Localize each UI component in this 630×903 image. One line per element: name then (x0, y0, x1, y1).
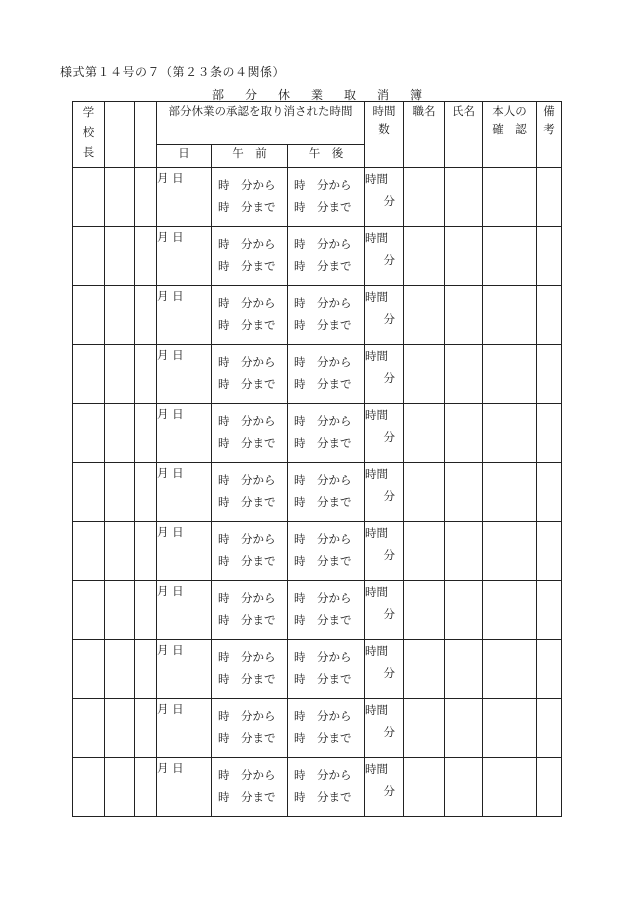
afternoon-cell[interactable]: 時 分から 時 分まで (288, 758, 365, 817)
remarks-cell[interactable] (537, 699, 562, 758)
self-confirm-cell[interactable] (483, 758, 537, 817)
afternoon-cell[interactable]: 時 分から 時 分まで (288, 699, 365, 758)
blank-cell-1[interactable] (105, 463, 135, 522)
position-cell[interactable] (404, 404, 445, 463)
hours-cell[interactable]: 時間 分 (365, 227, 404, 286)
afternoon-cell[interactable]: 時 分から 時 分まで (288, 640, 365, 699)
position-header: 職名 (404, 102, 445, 168)
self-confirm-cell[interactable] (483, 227, 537, 286)
principal-cell[interactable] (73, 758, 105, 817)
position-cell[interactable] (404, 699, 445, 758)
remarks-cell[interactable] (537, 581, 562, 640)
afternoon-cell[interactable]: 時 分から 時 分まで (288, 286, 365, 345)
date-cell[interactable]: 月 日 (157, 522, 212, 581)
position-cell[interactable] (404, 227, 445, 286)
table-row (73, 168, 562, 227)
blank-header-2 (135, 102, 157, 168)
blank-header-1 (105, 102, 135, 168)
blank-cell-1[interactable] (105, 581, 135, 640)
hours-cell[interactable]: 時間 分 (365, 640, 404, 699)
form-title: 部 分 休 業 取 消 簿 (212, 88, 422, 102)
name-cell[interactable] (445, 404, 483, 463)
morning-cell[interactable]: 時 分から 時 分まで (212, 758, 288, 817)
blank-cell-1[interactable] (105, 404, 135, 463)
principal-cell[interactable] (73, 404, 105, 463)
principal-cell[interactable] (73, 463, 105, 522)
cancellation-time-header: 部分休業の承認を取り消された時間 (157, 102, 365, 145)
morning-subheader: 午 前 (212, 145, 288, 168)
self-confirm-cell[interactable] (483, 581, 537, 640)
blank-cell-1[interactable] (105, 227, 135, 286)
date-cell[interactable]: 月 日 (157, 286, 212, 345)
self-confirm-cell[interactable] (483, 168, 537, 227)
morning-cell[interactable]: 時 分から 時 分まで (212, 581, 288, 640)
self-confirm-cell[interactable] (483, 345, 537, 404)
date-cell[interactable]: 月 日 (157, 168, 212, 227)
name-cell[interactable] (445, 286, 483, 345)
remarks-cell[interactable] (537, 463, 562, 522)
table-row (73, 227, 562, 286)
principal-header: 学 校 長 (73, 102, 105, 168)
remarks-cell[interactable] (537, 522, 562, 581)
table-row (73, 463, 562, 522)
name-cell[interactable] (445, 345, 483, 404)
date-cell[interactable]: 月 日 (157, 640, 212, 699)
blank-cell-2[interactable] (135, 640, 157, 699)
name-cell[interactable] (445, 699, 483, 758)
table-row (73, 699, 562, 758)
position-cell[interactable] (404, 463, 445, 522)
morning-cell[interactable]: 時 分から 時 分まで (212, 345, 288, 404)
hours-cell[interactable]: 時間 分 (365, 168, 404, 227)
position-cell[interactable] (404, 640, 445, 699)
hours-cell[interactable]: 時間 分 (365, 404, 404, 463)
table-row (73, 345, 562, 404)
morning-cell[interactable]: 時 分から 時 分まで (212, 168, 288, 227)
name-cell[interactable] (445, 227, 483, 286)
morning-cell[interactable]: 時 分から 時 分まで (212, 522, 288, 581)
self-confirm-cell[interactable] (483, 463, 537, 522)
name-cell[interactable] (445, 581, 483, 640)
position-cell[interactable] (404, 345, 445, 404)
remarks-cell[interactable] (537, 168, 562, 227)
name-cell[interactable] (445, 463, 483, 522)
date-cell[interactable]: 月 日 (157, 699, 212, 758)
position-cell[interactable] (404, 581, 445, 640)
blank-cell-2[interactable] (135, 286, 157, 345)
principal-cell[interactable] (73, 699, 105, 758)
name-cell[interactable] (445, 522, 483, 581)
afternoon-cell[interactable]: 時 分から 時 分まで (288, 168, 365, 227)
blank-cell-2[interactable] (135, 463, 157, 522)
remarks-cell[interactable] (537, 345, 562, 404)
blank-cell-2[interactable] (135, 758, 157, 817)
date-cell[interactable]: 月 日 (157, 227, 212, 286)
date-cell[interactable]: 月 日 (157, 463, 212, 522)
afternoon-subheader: 午 後 (288, 145, 365, 168)
blank-cell-2[interactable] (135, 345, 157, 404)
afternoon-cell[interactable]: 時 分から 時 分まで (288, 581, 365, 640)
morning-cell[interactable]: 時 分から 時 分まで (212, 286, 288, 345)
blank-cell-2[interactable] (135, 699, 157, 758)
blank-cell-1[interactable] (105, 640, 135, 699)
blank-cell-1[interactable] (105, 286, 135, 345)
table-row (73, 404, 562, 463)
form-reference: 様式第１４号の７（第２３条の４関係） (60, 65, 286, 79)
remarks-header: 備 考 (537, 102, 562, 168)
table-row (73, 286, 562, 345)
self-confirm-cell[interactable] (483, 404, 537, 463)
table-row (73, 758, 562, 817)
position-cell[interactable] (404, 168, 445, 227)
header-row (73, 102, 562, 145)
name-cell[interactable] (445, 758, 483, 817)
remarks-cell[interactable] (537, 286, 562, 345)
principal-cell[interactable] (73, 286, 105, 345)
table-row (73, 522, 562, 581)
position-cell[interactable] (404, 758, 445, 817)
blank-cell-2[interactable] (135, 404, 157, 463)
self-confirm-cell[interactable] (483, 640, 537, 699)
day-subheader: 日 (157, 145, 212, 168)
morning-cell[interactable]: 時 分から 時 分まで (212, 463, 288, 522)
name-cell[interactable] (445, 640, 483, 699)
principal-cell[interactable] (73, 345, 105, 404)
principal-cell[interactable] (73, 640, 105, 699)
principal-cell[interactable] (73, 581, 105, 640)
self-confirm-cell[interactable] (483, 286, 537, 345)
hours-cell[interactable]: 時間 分 (365, 463, 404, 522)
remarks-cell[interactable] (537, 404, 562, 463)
principal-cell[interactable] (73, 522, 105, 581)
blank-cell-1[interactable] (105, 168, 135, 227)
table-row (73, 581, 562, 640)
blank-cell-1[interactable] (105, 758, 135, 817)
morning-cell[interactable]: 時 分から 時 分まで (212, 699, 288, 758)
date-cell[interactable]: 月 日 (157, 404, 212, 463)
name-cell[interactable] (445, 168, 483, 227)
hours-cell[interactable]: 時間 分 (365, 758, 404, 817)
hours-cell[interactable]: 時間 分 (365, 286, 404, 345)
blank-cell-1[interactable] (105, 345, 135, 404)
afternoon-cell[interactable]: 時 分から 時 分まで (288, 345, 365, 404)
blank-cell-2[interactable] (135, 581, 157, 640)
blank-cell-2[interactable] (135, 227, 157, 286)
date-cell[interactable]: 月 日 (157, 758, 212, 817)
principal-cell[interactable] (73, 227, 105, 286)
self-confirm-header: 本人の 確 認 (483, 102, 537, 168)
morning-cell[interactable]: 時 分から 時 分まで (212, 404, 288, 463)
remarks-cell[interactable] (537, 227, 562, 286)
blank-cell-1[interactable] (105, 699, 135, 758)
morning-cell[interactable]: 時 分から 時 分まで (212, 227, 288, 286)
hours-cell[interactable]: 時間 分 (365, 522, 404, 581)
hours-cell[interactable]: 時間 分 (365, 345, 404, 404)
date-cell[interactable]: 月 日 (157, 581, 212, 640)
afternoon-cell[interactable]: 時 分から 時 分まで (288, 522, 365, 581)
hours-cell[interactable]: 時間 分 (365, 699, 404, 758)
remarks-cell[interactable] (537, 640, 562, 699)
hours-cell[interactable]: 時間 分 (365, 581, 404, 640)
name-header: 氏名 (445, 102, 483, 168)
blank-cell-2[interactable] (135, 168, 157, 227)
table-row (73, 640, 562, 699)
afternoon-cell[interactable]: 時 分から 時 分まで (288, 404, 365, 463)
afternoon-cell[interactable]: 時 分から 時 分まで (288, 463, 365, 522)
self-confirm-cell[interactable] (483, 699, 537, 758)
position-cell[interactable] (404, 522, 445, 581)
afternoon-cell[interactable]: 時 分から 時 分まで (288, 227, 365, 286)
hours-header: 時間 数 (365, 102, 404, 168)
self-confirm-cell[interactable] (483, 522, 537, 581)
principal-cell[interactable] (73, 168, 105, 227)
blank-cell-1[interactable] (105, 522, 135, 581)
cancellation-register-table (72, 101, 562, 817)
blank-cell-2[interactable] (135, 522, 157, 581)
position-cell[interactable] (404, 286, 445, 345)
remarks-cell[interactable] (537, 758, 562, 817)
date-cell[interactable]: 月 日 (157, 345, 212, 404)
morning-cell[interactable]: 時 分から 時 分まで (212, 640, 288, 699)
